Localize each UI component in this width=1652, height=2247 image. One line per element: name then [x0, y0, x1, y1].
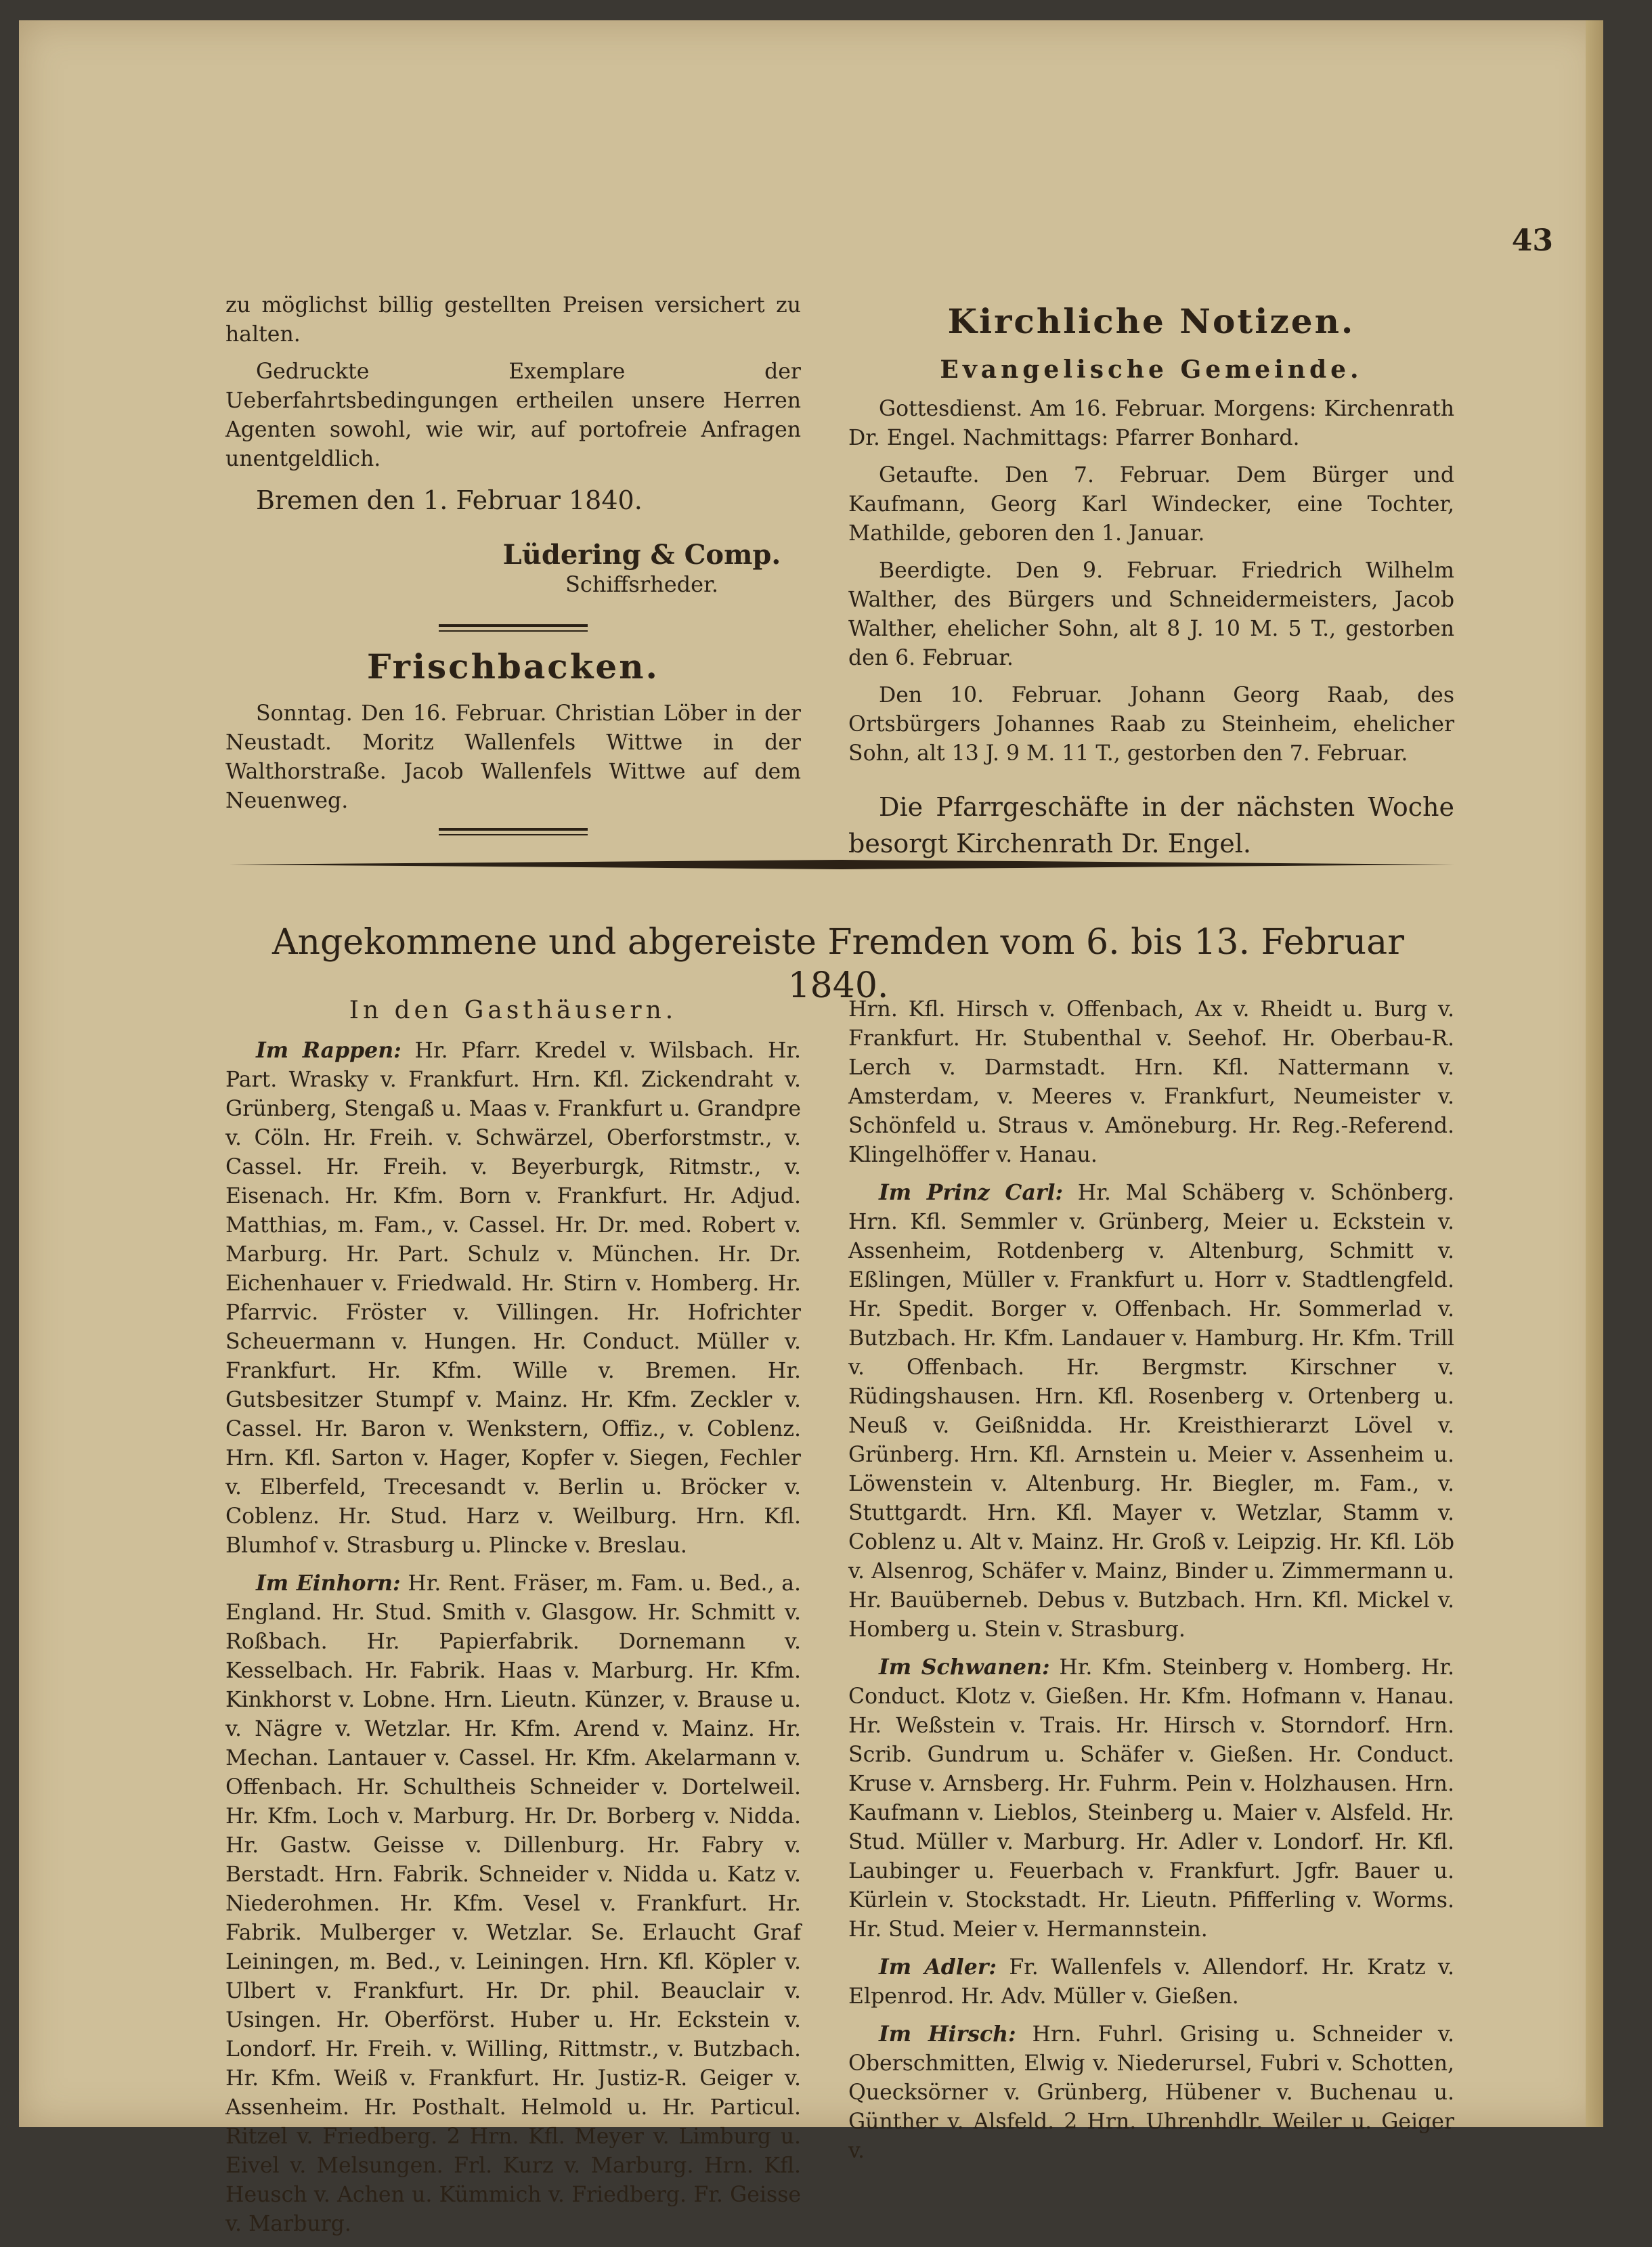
entry-adler — [848, 1953, 1454, 2011]
entry-rappen — [225, 1036, 801, 1561]
firm-name: Lüdering & Comp. — [502, 539, 781, 571]
date-line: Bremen den 1. Februar 1840. — [256, 485, 643, 515]
section-subtitle-gemeinde: Evangelische Gemeinde. — [940, 355, 1363, 384]
newspaper-page — [19, 20, 1603, 2236]
place-label: Im Hirsch: — [879, 2022, 1016, 2047]
place-label: Im Adler: — [879, 1955, 997, 1980]
right-column-top — [848, 294, 1454, 870]
arrivals-headline: Angekommene und abgereiste Fremden vom 6. bis 13. Februar 1840. — [271, 922, 1405, 1006]
paragraph-getaufte: Getaufte. Den 7. Februar. Dem Bürger und Kaufmann, Georg Karl Windecker, eine Tochter, Mathilde, geboren den 1. Januar. — [848, 463, 1454, 546]
entry-text: Hr. Kfm. Steinberg v. Homberg. Hr. Conduct. Klotz v. Gießen. Hr. Kfm. Hofmann v. Hanau. Hr. Weßstein v. Trais. Hr. Hirsch v. Storndorf. Hrn. Scrib. Gundrum u. Schäfer v. Gießen. Hr. Conduct. Kruse v. Arnsberg. Hr. Fuhrm. Pein v. Holzhausen. Hrn. Kaufmann v. Lieblos, Steinberg u. Maier v. Alsfeld. Hr. Stud. Müller v. Marburg. Hr. Adler v. Londorf. Hr. Kfl. Laubinger u. Feuerbach v. Frankfurt. Jgfr. Bauer u. Kürlein v. Stockstadt. Hr. Lieutn. Pfifferling v. Worms. Hr. Stud. Meier v. Hermannstein. — [848, 1655, 1454, 1942]
left-column-bottom — [225, 995, 801, 2247]
section-divider — [439, 828, 588, 835]
place-label: Im Rappen: — [256, 1038, 401, 1063]
paragraph-frischbacken: Sonntag. Den 16. Februar. Christian Löber in der Neustadt. Moritz Wallenfels Wittwe in der Walthorstraße. Jacob Wallenfels Wittwe auf dem Neuenweg. — [225, 701, 801, 813]
entry-schwanen — [848, 1653, 1454, 1944]
entry-hirsch — [848, 2020, 1454, 2166]
page-number: 43 — [1511, 223, 1553, 258]
section-title-kirchliche: Kirchliche Notizen. — [947, 301, 1355, 341]
entry-continued: Hrn. Kfl. Hirsch v. Offenbach, Ax v. Rheidt u. Burg v. Frankfurt. Hr. Stubenthal v. Seehof. Hr. Oberbau-R. Lerch v. Darmstadt. Hrn. Kfl. Nattermann v. Amsterdam, v. Meeres v. Frankfurt, Neumeister v. Schönfeld u. Straus v. Amöneburg. Hr. Reg.-Referend. Klingelhöffer v. Hanau. — [848, 997, 1454, 1167]
firm-subtitle: Schiffsrheder. — [565, 571, 719, 597]
page-divider-rule — [229, 860, 1454, 869]
paragraph-pfarrgeschaefte: Die Pfarrgeschäfte in der nächsten Woche besorgt Kirchenrath Dr. Engel. — [848, 792, 1454, 858]
entry-text: Hr. Pfarr. Kredel v. Wilsbach. Hr. Part. Wrasky v. Frankfurt. Hrn. Kfl. Zickendraht v. Grünberg, Stengaß u. Maas v. Frankfurt u. Grandpre v. Cöln. Hr. Freih. v. Schwärzel, Oberforstmstr., v. Cassel. Hr. Freih. v. Beyerburgk, Ritmstr., v. Eisenach. Hr. Kfm. Born v. Frankfurt. Hr. Adjud. Matthias, m. Fam., v. Cassel. Hr. Dr. med. Robert v. Marburg. Hr. Part. Schulz v. München. Hr. Dr. Eichenhauer v. Friedwald. Hr. Stirn v. Homberg. Hr. Pfarrvic. Fröster v. Villingen. Hr. Hofrichter Scheuermann v. Hungen. Hr. Conduct. Müller v. Frankfurt. Hr. Kfm. Wille v. Bremen. Hr. Gutsbesitzer Stumpf v. Mainz. Hr. Kfm. Zeckler v. Cassel. Hr. Baron v. Wenkstern, Offiz., v. Coblenz. Hrn. Kfl. Sarton v. Hager, Kopfer v. Siegen, Fechler v. Elberfeld, Trecesandt v. Berlin u. Bröcker v. Coblenz. Hr. Stud. Harz v. Weilburg. Hrn. Kfl. Blumhof v. Strasburg u. Plincke v. Breslau. — [225, 1039, 802, 1558]
right-column-bottom — [848, 995, 1454, 2174]
place-label: Im Prinz Carl: — [879, 1180, 1064, 1205]
entry-text: Hrn. Fuhrl. Grising u. Schneider v. Oberschmitten, Elwig v. Niederursel, Fubri v. Schotten, Quecksörner v. Grünberg, Hübener v. Buchenau u. Günther v. Alsfeld. 2 Hrn. Uhrenhdlr. Weiler u. Geiger v. — [848, 2022, 1454, 2163]
entry-prinz-carl — [848, 1178, 1454, 1644]
entry-einhorn — [225, 1569, 801, 2239]
paragraph-beerdigte: Beerdigte. Den 9. Februar. Friedrich Wilhelm Walther, des Bürgers und Schneidermeisters, Jacob Walther, ehelicher Sohn, alt 8 J. 10 M. 5 T., gestorben den 6. Februar. — [848, 559, 1454, 670]
entry-text: Hr. Rent. Fräser, m. Fam. u. Bed., a. England. Hr. Stud. Smith v. Glasgow. Hr. Schmitt v. Roßbach. Hr. Papierfabrik. Dornemann v. Kesselbach. Hr. Fabrik. Haas v. Marburg. Hr. Kfm. Kinkhorst v. Lobne. Hrn. Lieutn. Künzer, v. Brause u. v. Nägre v. Wetzlar. Hr. Kfm. Arend v. Mainz. Hr. Mechan. Lantauer v. Cassel. Hr. Kfm. Akelarmann v. Offenbach. Hr. Schultheis Schneider v. Dortelweil. Hr. Kfm. Loch v. Marburg. Hr. Dr. Borberg v. Nidda. Hr. Gastw. Geisse v. Dillenburg. Hr. Fabry v. Berstadt. Hrn. Fabrik. Schneider v. Nidda u. Katz v. Niederohmen. Hr. Kfm. Vesel v. Frankfurt. Hr. Fabrik. Mulberger v. Wetzlar. Se. Erlaucht Graf Leiningen, m. Bed., v. Leiningen. Hrn. Kfl. Köpler v. Ulbert v. Frankfurt. Hr. Dr. phil. Beauclair v. Usingen. Hr. Oberförst. Huber u. Hr. Eckstein v. Londorf. Hr. Freih. v. Willing, Rittmstr., v. Butzbach. Hr. Kfm. Weiß v. Frankfurt. Hr. Justiz-R. Geiger v. Assenheim. Hr. Posthalt. Helmold u. Hr. Particul. Ritzel v. Friedberg. 2 Hrn. Kfl. Meyer v. Limburg u. Eivel v. Melsungen. Frl. Kurz v. Marburg. Hrn. Kfl. Heusch v. Achen u. Kümmich v. Friedberg. Fr. Geisse v. Marburg. — [225, 1571, 802, 2236]
guesthouses-heading: In den Gasthäusern. — [349, 997, 678, 1024]
signature-block — [483, 539, 801, 597]
left-column-top — [225, 291, 801, 835]
entry-text: Hr. Mal Schäberg v. Schönberg. Hrn. Kfl. Semmler v. Grünberg, Meier u. Eckstein v. Assenheim, Rotdenberg v. Altenburg, Schmitt v. Eßlingen, Müller v. Frankfurt u. Horr v. Stadtlengfeld. Hr. Spedit. Borger v. Offenbach. Hr. Sommerlad v. Butzbach. Hr. Kfm. Landauer v. Hamburg. Hr. Kfm. Trill v. Offenbach. Hr. Bergmstr. Kirschner v. Rüdingshausen. Hrn. Kfl. Rosenberg v. Ortenberg u. Neuß v. Geißnidda. Hr. Kreisthierarzt Lövel v. Grünberg. Hrn. Kfl. Arnstein u. Meier v. Assenheim u. Löwenstein v. Altenburg. Hr. Biegler, m. Fam., v. Stuttgardt. Hrn. Kfl. Mayer v. Wetzlar, Stamm v. Coblenz u. Alt v. Mainz. Hr. Groß v. Leipzig. Hr. Kfl. Löb v. Alsenrog, Schäfer v. Mainz, Binder u. Zimmermann u. Hr. Bauüberneb. Debus v. Butzbach. Hrn. Kfl. Mickel v. Homberg u. Stein v. Strasburg. — [848, 1181, 1454, 1642]
paragraph-gottesdienst: Gottesdienst. Am 16. Februar. Morgens: Kirchenrath Dr. Engel. Nachmittags: Pfarrer Bonhard. — [848, 397, 1454, 450]
section-divider — [439, 624, 588, 632]
entry-text: Fr. Wallenfels v. Allendorf. Hr. Kratz v. Elpenrod. Hr. Adv. Müller v. Gießen. — [848, 1955, 1454, 2009]
section-title-frischbacken: Frischbacken. — [367, 647, 659, 686]
paragraph-beerdigte-2: Den 10. Februar. Johann Georg Raab, des Ortsbürgers Johannes Raab zu Steinheim, ehelicher Sohn, alt 13 J. 9 M. 11 T., gestorben den 7. Februar. — [848, 683, 1454, 766]
paragraph-insurance: zu möglichst billig gestellten Preisen versichert zu halten. — [225, 293, 801, 347]
place-label: Im Schwanen: — [879, 1655, 1050, 1680]
place-label: Im Einhorn: — [256, 1571, 401, 1596]
paragraph-agents: Gedruckte Exemplare der Ueberfahrtsbedingungen ertheilen unsere Herren Agenten sowohl, wie wir, auf portofreie Anfragen unentgeldlich. — [225, 359, 801, 471]
